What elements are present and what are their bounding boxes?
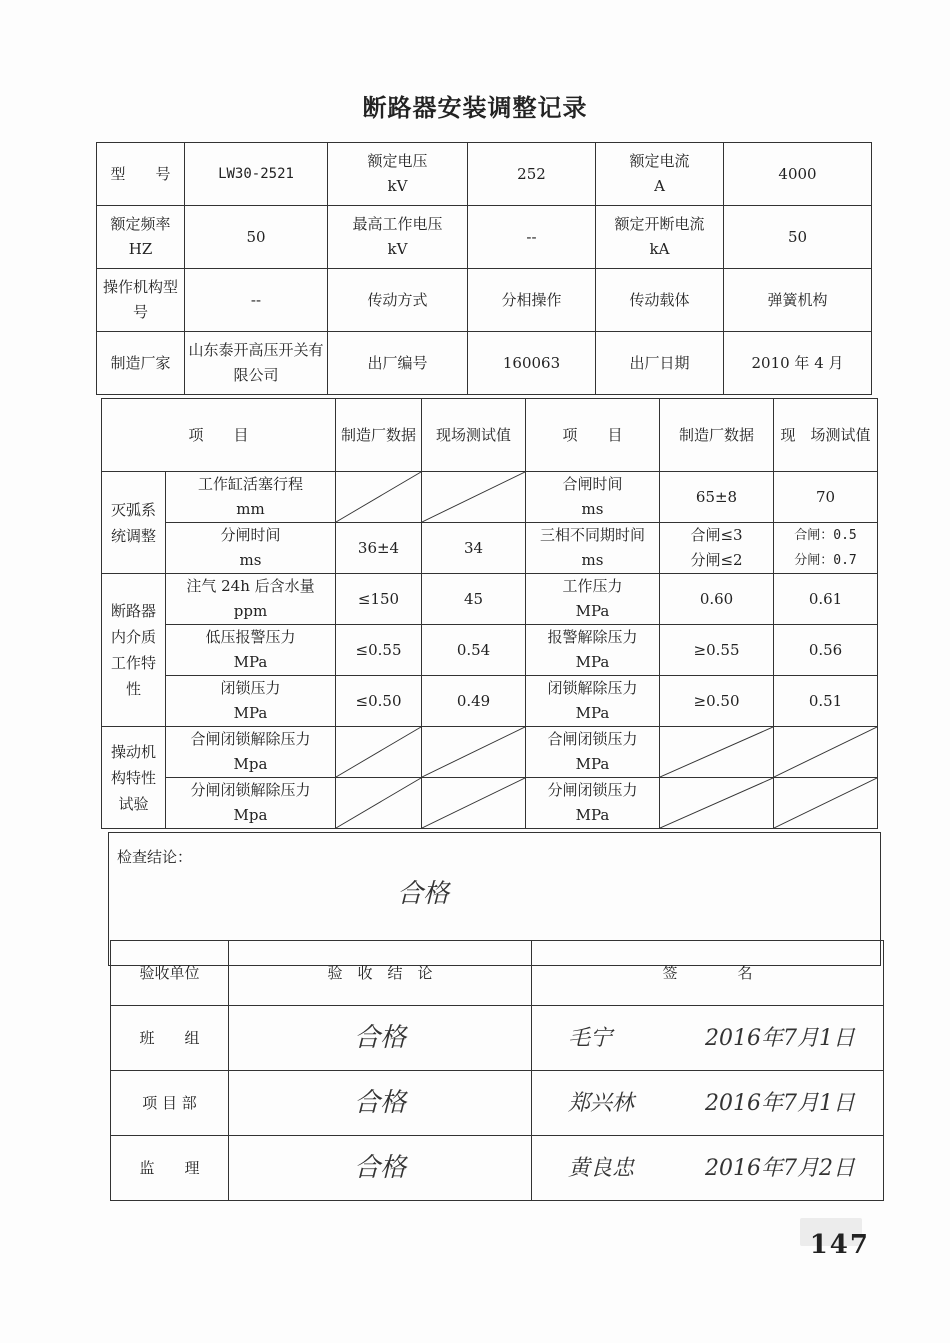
row-item-2: 合闸时间 ms xyxy=(526,472,660,523)
maker-value: ≤150 xyxy=(336,574,422,625)
field-value: 70 xyxy=(774,472,878,523)
header-field: 现场测试值 xyxy=(422,399,526,472)
field-value: 0.54 xyxy=(422,625,526,676)
max-voltage-value: -- xyxy=(468,206,596,269)
empty-cell xyxy=(422,472,526,523)
date-label: 出厂日期 xyxy=(596,332,724,395)
maker-value: 36±4 xyxy=(336,523,422,574)
empty-cell xyxy=(336,472,422,523)
row-item-2: 工作压力 MPa xyxy=(526,574,660,625)
header-field-2: 现 场测试值 xyxy=(774,399,878,472)
maker-value: ≥0.55 xyxy=(660,625,774,676)
unit-name: 项 目 部 xyxy=(111,1071,229,1136)
rated-freq-value: 50 xyxy=(185,206,328,269)
unit-name: 监 理 xyxy=(111,1136,229,1201)
breaking-current-value: 50 xyxy=(724,206,872,269)
max-voltage-label: 最高工作电压 kV xyxy=(328,206,468,269)
field-value: 0.49 xyxy=(422,676,526,727)
signer-name: 毛宁 xyxy=(568,1025,613,1051)
empty-cell xyxy=(422,727,526,778)
empty-cell xyxy=(774,727,878,778)
row-item-2: 合闸闭锁压力 MPa xyxy=(526,727,660,778)
sign-date: 2016年7月2日 xyxy=(705,1155,855,1181)
group-arc-system: 灭弧系统调整 xyxy=(102,472,166,574)
field-value: 合闸：0.5 分闸：0.7 xyxy=(774,523,878,574)
empty-cell xyxy=(336,778,422,829)
row-item: 分闸闭锁解除压力 Mpa xyxy=(166,778,336,829)
header-unit: 验收单位 xyxy=(111,941,229,1006)
group-medium: 断路器内介质工作特性 xyxy=(102,574,166,727)
field-value: 45 xyxy=(422,574,526,625)
maker-value: ≥0.50 xyxy=(660,676,774,727)
unit-name: 班 组 xyxy=(111,1006,229,1071)
field-value: 0.56 xyxy=(774,625,878,676)
breaking-current-label: 额定开断电流 kA xyxy=(596,206,724,269)
carrier-value: 弹簧机构 xyxy=(724,269,872,332)
maker-value: 0.60 xyxy=(660,574,774,625)
row-item-2: 分闸闭锁压力 MPa xyxy=(526,778,660,829)
empty-cell xyxy=(774,778,878,829)
row-item: 低压报警压力 MPa xyxy=(166,625,336,676)
signer-name: 黄良忠 xyxy=(568,1155,635,1181)
conclusion-value: 合格 xyxy=(397,879,450,909)
sign-date: 2016年7月1日 xyxy=(705,1090,855,1116)
header-item-2: 项 目 xyxy=(526,399,660,472)
empty-cell xyxy=(422,778,526,829)
signature-cell xyxy=(532,1006,884,1071)
rated-voltage-value: 252 xyxy=(468,143,596,206)
serial-value: 160063 xyxy=(468,332,596,395)
maker-value: 合闸≤3 分闸≤2 xyxy=(660,523,774,574)
header-signature: 签 名 xyxy=(532,941,884,1006)
carrier-label: 传动载体 xyxy=(596,269,724,332)
field-value: 0.51 xyxy=(774,676,878,727)
row-item: 闭锁压力 MPa xyxy=(166,676,336,727)
maker-value: ≤0.50 xyxy=(336,676,422,727)
maker-label: 制造厂家 xyxy=(97,332,185,395)
maker-value: 65±8 xyxy=(660,472,774,523)
acceptance-result: 合格 xyxy=(229,1006,532,1071)
spec-table xyxy=(96,142,872,395)
empty-cell xyxy=(660,727,774,778)
rated-current-value: 4000 xyxy=(724,143,872,206)
date-value: 2010 年 4 月 xyxy=(724,332,872,395)
page-number: 147 xyxy=(809,1230,870,1260)
group-mechanism: 操动机构特性试验 xyxy=(102,727,166,829)
empty-cell xyxy=(660,778,774,829)
maker-value: ≤0.55 xyxy=(336,625,422,676)
row-item-2: 三相不同期时间 ms xyxy=(526,523,660,574)
maker-value: 山东泰开高压开关有限公司 xyxy=(185,332,328,395)
test-table xyxy=(101,398,878,829)
header-maker: 制造厂数据 xyxy=(336,399,422,472)
signer-name: 郑兴林 xyxy=(568,1090,635,1116)
drive-label: 传动方式 xyxy=(328,269,468,332)
serial-label: 出厂编号 xyxy=(328,332,468,395)
rated-voltage-label: 额定电压 kV xyxy=(328,143,468,206)
header-result: 验 收 结 论 xyxy=(229,941,532,1006)
empty-cell xyxy=(336,727,422,778)
model-label: 型 号 xyxy=(97,143,185,206)
header-maker-2: 制造厂数据 xyxy=(660,399,774,472)
row-item: 合闸闭锁解除压力 Mpa xyxy=(166,727,336,778)
signature-cell xyxy=(532,1071,884,1136)
acceptance-result: 合格 xyxy=(229,1071,532,1136)
row-item-2: 闭锁解除压力 MPa xyxy=(526,676,660,727)
page-title: 断路器安装调整记录 xyxy=(362,93,588,122)
model-value: LW30-2521 xyxy=(185,143,328,206)
drive-value: 分相操作 xyxy=(468,269,596,332)
field-value: 34 xyxy=(422,523,526,574)
sign-date: 2016年7月1日 xyxy=(705,1025,855,1051)
row-item: 分闸时间 ms xyxy=(166,523,336,574)
rated-freq-label: 额定频率 HZ xyxy=(97,206,185,269)
mech-model-value: -- xyxy=(185,269,328,332)
rated-current-label: 额定电流 A xyxy=(596,143,724,206)
row-item: 注气 24h 后含水量 ppm xyxy=(166,574,336,625)
row-item: 工作缸活塞行程 mm xyxy=(166,472,336,523)
acceptance-table xyxy=(110,940,884,1201)
signature-cell xyxy=(532,1136,884,1201)
row-item-2: 报警解除压力 MPa xyxy=(526,625,660,676)
acceptance-result: 合格 xyxy=(229,1136,532,1201)
conclusion-label: 检查结论： xyxy=(117,848,193,866)
header-item: 项 目 xyxy=(102,399,336,472)
mech-model-label: 操作机构型号 xyxy=(97,269,185,332)
field-value: 0.61 xyxy=(774,574,878,625)
